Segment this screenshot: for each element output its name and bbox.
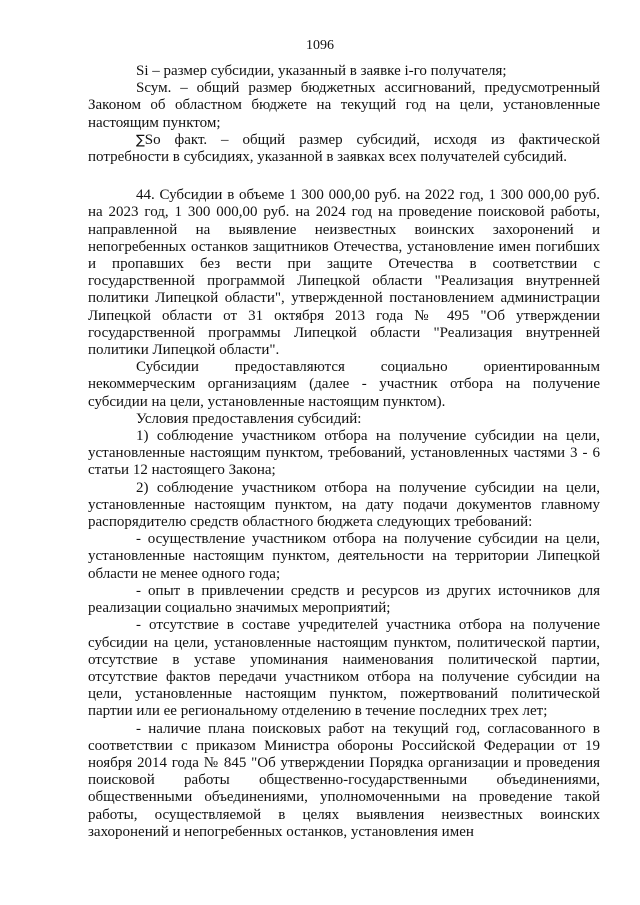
paragraph-conditions-heading: Условия предоставления субсидий: xyxy=(136,410,362,427)
paragraph-ssum-definition: Sсум. – общий размер бюджетных ассигнований, предусмотренный Законом об областном бюджете на текущий год на цели, установленные настоящим пунктом; xyxy=(88,80,600,131)
document-body xyxy=(88,63,600,841)
page-number: 1096 xyxy=(306,38,334,53)
paragraph-sofact-text: So факт. – общий размер субсидий, исходя из фактической потребности в субсидиях, указанной в заявках всех получателей субсидий. xyxy=(88,131,600,166)
paragraph-requirement-experience: - опыт в привлечении средств и ресурсов из других источников для реализации социально значимых мероприятий; xyxy=(88,582,600,617)
paragraph-condition-1: 1) соблюдение участником отбора на получение субсидии на цели, установленные настоящим пунктом, требований, установленных частями 3 - 6 статьи 12 настоящего Закона; xyxy=(88,428,600,479)
paragraph-requirement-no-party: - отсутствие в составе учредителей участника отбора на получение субсидии на цели, установленные настоящим пунктом, политической партии, отсутствие в уставе упоминания наименования политической партии, отсутствие фактов передачи участником отбора на получение субсидии на цели, установленные настоящим пунктом, пожертвований политической партии или ее региональному отделению в течение последних трех лет; xyxy=(88,617,600,720)
paragraph-requirement-territory: - осуществление участником отбора на получение субсидии на цели, установленные настоящим пунктом, деятельности на территории Липецкой области не менее одного года; xyxy=(88,531,600,582)
paragraph-sofact-definition xyxy=(88,132,600,166)
paragraph-requirement-search-plan: - наличие плана поисковых работ на текущий год, согласованного в соответствии с приказом Министра обороны Российской Федерации от 19 ноября 2014 года № 845 "Об утверждении Порядка организации и проведения поисковой работы общественно-государственными объединениями, общественными объединениями, уполномоченными на проведение такой работы, осуществляемой в целях выявления неизвестных воинских захоронений и непогребенных останков, установления имен xyxy=(88,720,600,840)
paragraph-si-definition: Si – размер субсидии, указанный в заявке i-го получателя; xyxy=(136,63,507,79)
paragraph-subsidies-recipients: Субсидии предоставляются социально ориентированным некоммерческим организациям (далее - участник отбора на получение субсидии на цели, установленные настоящим пунктом). xyxy=(88,359,600,410)
paragraph-item-44: 44. Субсидии в объеме 1 300 000,00 руб. на 2022 год, 1 300 000,00 руб. на 2023 год, 1 300 000,00 руб. на 2024 год на проведение поисковой работы, направленной на выявление неизвестных воинских захоронений и непогребенных останков защитников Отечества, установление имен погибших и пропавших без вести при защите Отечества в соответствии с государственной программой Липецкой области "Реализация внутренней политики Липецкой области", утвержденной постановлением администрации Липецкой области от 31 октября 2013 года № 495 "Об утверждении государственной программы Липецкой области "Реализация внутренней политики Липецкой области". xyxy=(88,187,600,359)
paragraph-condition-2: 2) соблюдение участником отбора на получение субсидии на цели, установленные настоящим пунктом, на дату подачи документов главному распорядителю средств областного бюджета следующих требований: xyxy=(88,479,600,531)
sum-sign-symbol: ∑ xyxy=(136,132,145,148)
